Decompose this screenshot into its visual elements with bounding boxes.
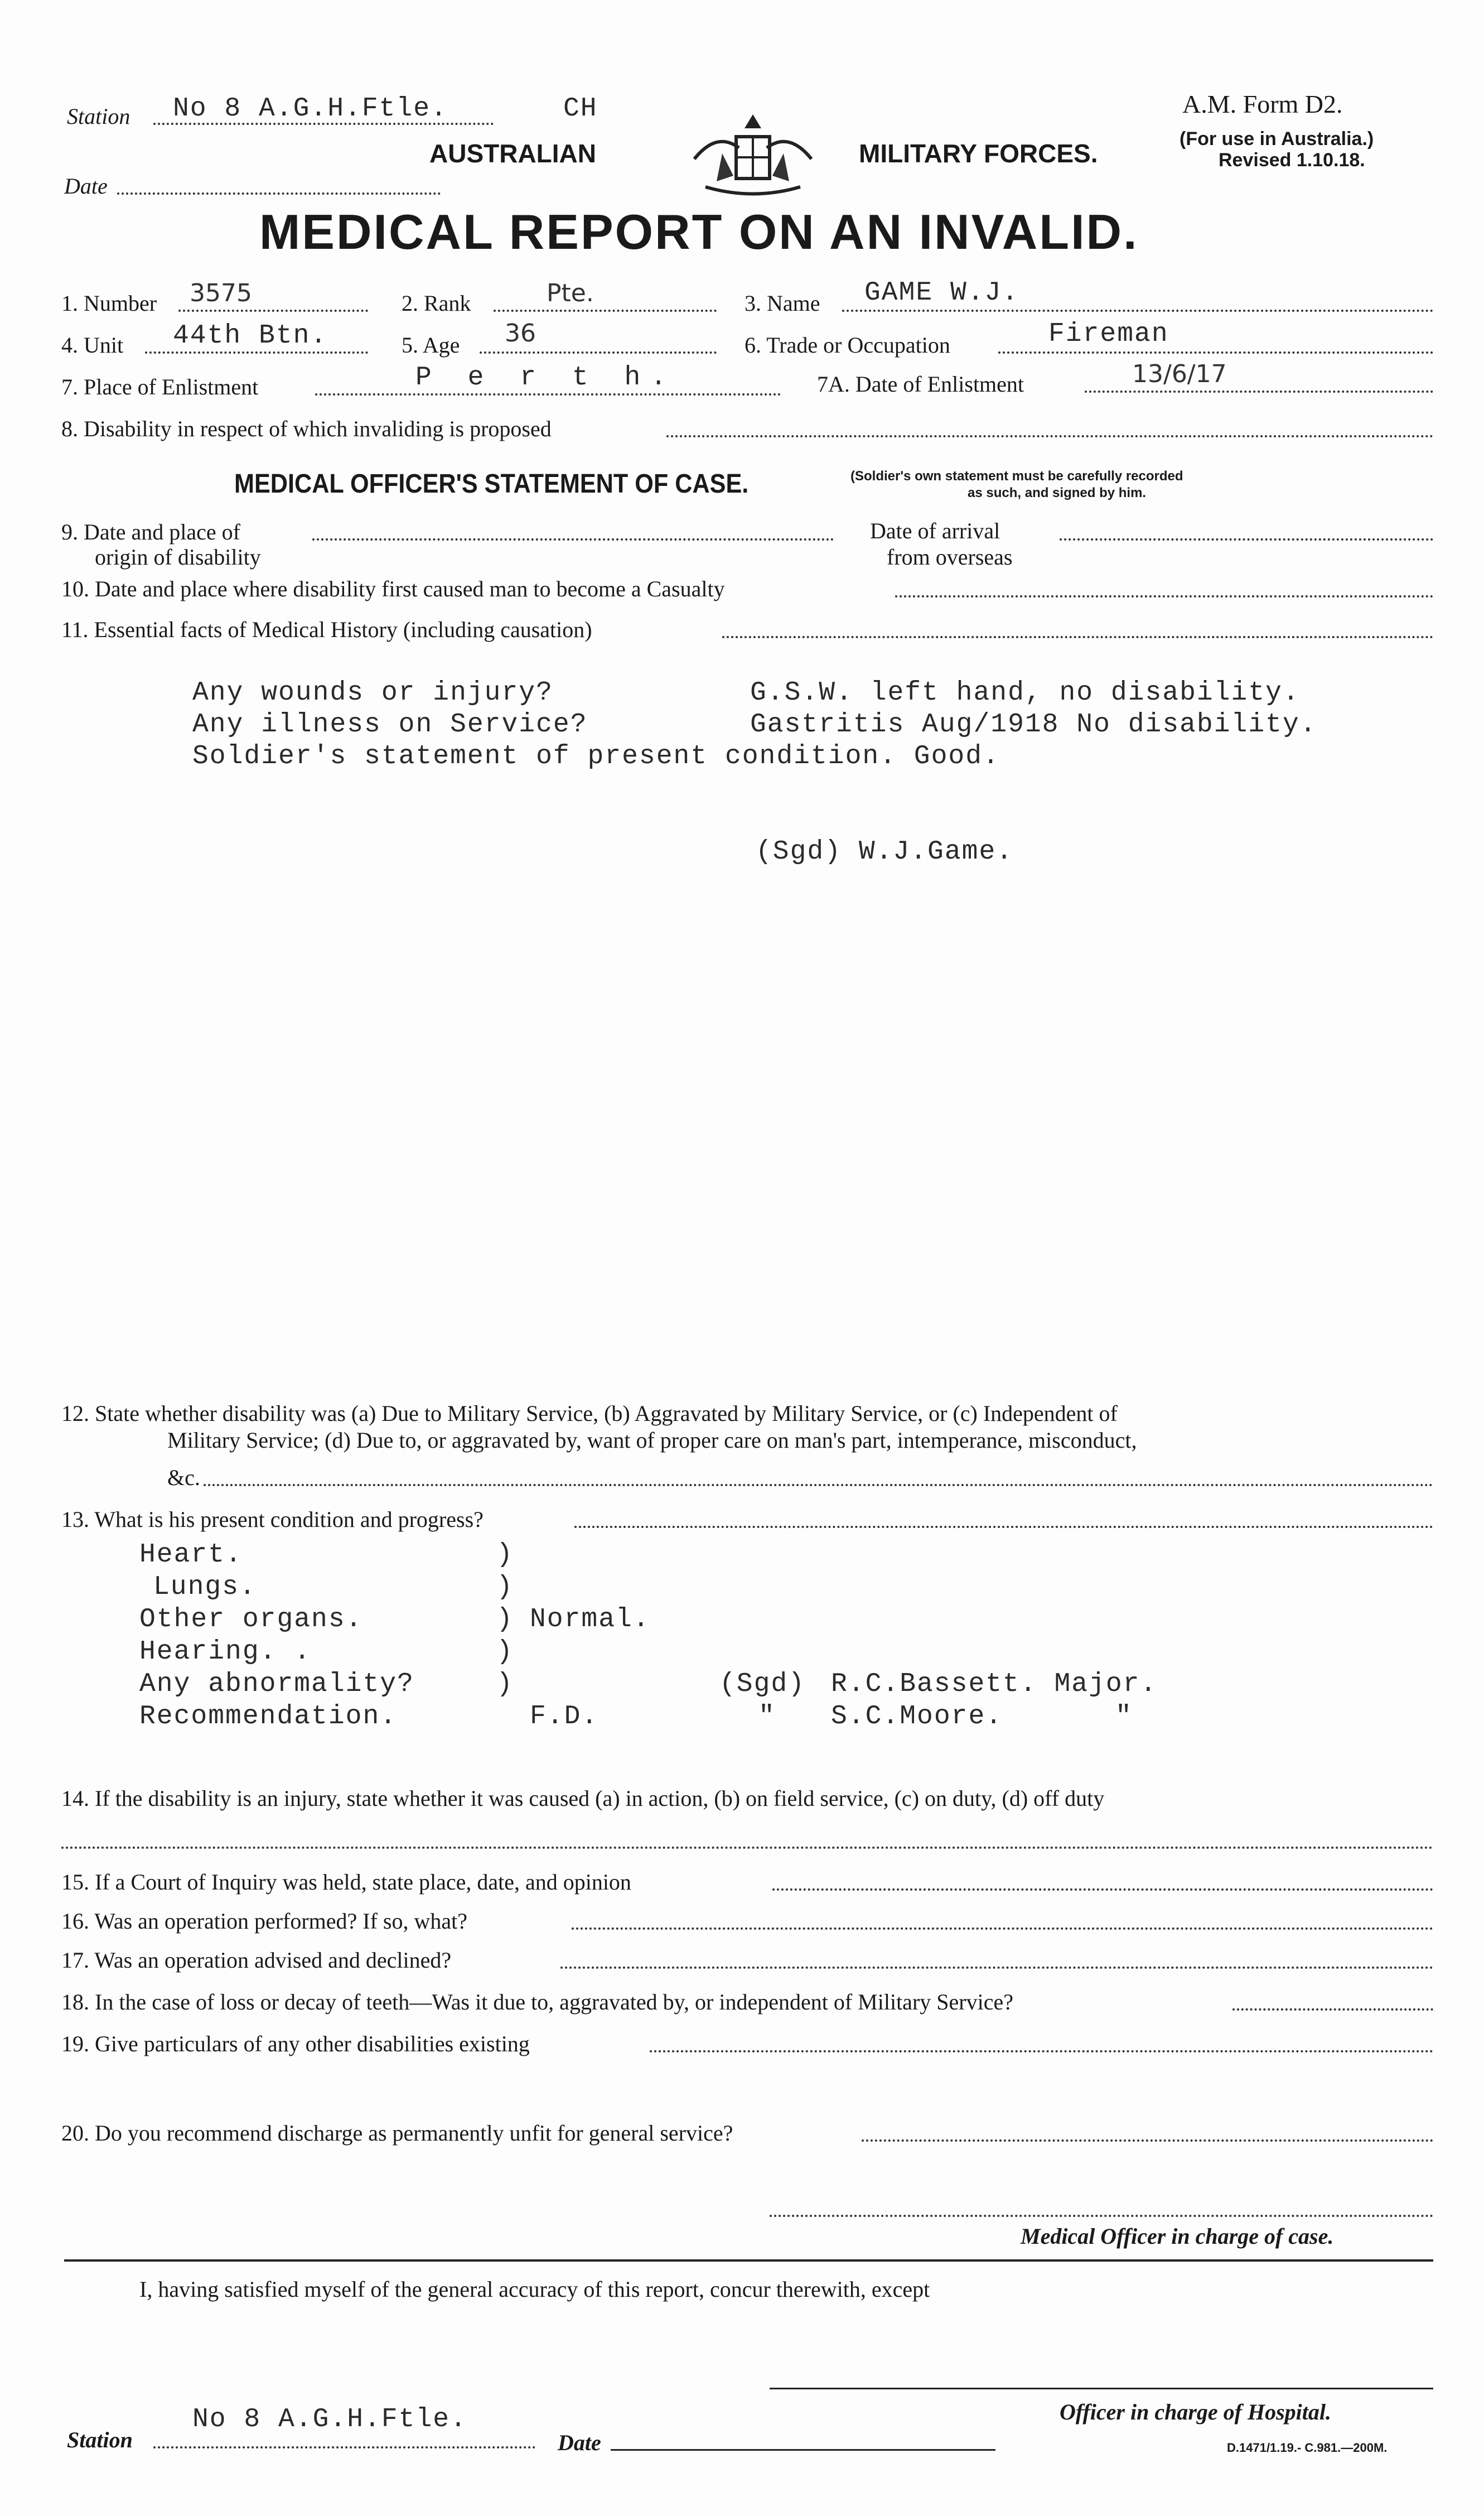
concur-statement: I, having satisfied myself of the general accuracy of this report, concur therewith, except (139, 2277, 930, 2302)
form-use-note: (For use in Australia.) (1180, 128, 1374, 150)
number-dotline (178, 310, 368, 312)
unit-label: 4. Unit (61, 332, 124, 358)
q13-item-heart: Heart. (139, 1540, 243, 1570)
q20-label: 20. Do you recommend discharge as permanently unfit for general service? (61, 2120, 733, 2146)
unit-value: 44th Btn. (173, 321, 328, 351)
date-label: Date (64, 173, 108, 199)
enlist-place-dotline (315, 393, 781, 396)
q20-dotline (862, 2139, 1433, 2142)
q10-dotline (895, 595, 1433, 597)
ohc-signature-caption: Officer in charge of Hospital. (1060, 2399, 1332, 2425)
q16-label: 16. Was an operation performed? If so, what? (61, 1908, 468, 1934)
form-revised: Revised 1.10.18. (1219, 150, 1365, 171)
name-label: 3. Name (745, 291, 820, 316)
footer-divider (64, 2259, 1433, 2262)
enlist-place-value: P e r t h. (415, 363, 677, 393)
q15-dotline (772, 1888, 1433, 1891)
q12-line2: Military Service; (d) Due to, or aggravated by, want of proper care on man's part, intemperance, misconduct, (167, 1428, 1137, 1453)
q11-dotline (722, 636, 1433, 638)
arrival-line1: Date of arrival (870, 518, 1000, 543)
history-a2: Gastritis Aug/1918 No disability. (750, 710, 1317, 740)
enlist-date-value: 13/6/17 (1132, 360, 1227, 388)
trade-label: 6. Trade or Occupation (745, 332, 950, 358)
q10-label: 10. Date and place where disability first caused man to become a Casualty (61, 576, 725, 601)
enlist-date-dotline (1085, 391, 1433, 393)
station-note: CH (563, 94, 598, 124)
q13-bracket: ) (496, 1572, 514, 1602)
history-line3: Soldier's statement of present condition. Good. (192, 741, 1000, 772)
q18-label: 18. In the case of loss or decay of teeth—Was it due to, aggravated by, or independent of Military Service? (61, 1989, 1013, 2014)
history-q2: Any illness on Service? (192, 710, 588, 740)
q13-bracket: ) (496, 1604, 514, 1635)
soldier-signature: (Sgd) W.J.Game. (756, 837, 1014, 867)
mo-signature-caption: Medical Officer in charge of case. (1021, 2224, 1334, 2249)
footer-station-dotline (153, 2446, 535, 2448)
q9-line2: origin of disability (95, 544, 261, 570)
q13-fd: F.D. (530, 1702, 599, 1732)
trade-dotline (998, 351, 1433, 354)
print-code: D.1471/1.19.- C.981.—200M. (1227, 2441, 1388, 2455)
name-value: GAME W.J. (864, 278, 1019, 308)
q13-bracket: ) (496, 1669, 514, 1699)
q15-label: 15. If a Court of Inquiry was held, state place, date, and opinion (61, 1869, 631, 1895)
history-a1: G.S.W. left hand, no disability. (750, 678, 1300, 708)
q13-item-lungs: Lungs. (153, 1572, 257, 1602)
q17-dotline (560, 1966, 1433, 1969)
q13-item-other-organs: Other organs. (139, 1604, 363, 1635)
q13-ditto: " (1115, 1702, 1133, 1732)
rank-label: 2. Rank (402, 291, 471, 316)
age-label: 5. Age (402, 332, 460, 358)
q13-ditto: " (758, 1702, 776, 1732)
ohc-signature-line (770, 2388, 1433, 2389)
station-value: No 8 A.G.H.Ftle. (173, 94, 448, 124)
q19-dotline (650, 2050, 1433, 2052)
footer-date-line (611, 2449, 995, 2451)
arrival-line2: from overseas (887, 544, 1013, 570)
number-label: 1. Number (61, 291, 157, 316)
number-value: 3575 (190, 279, 252, 307)
statement-heading: MEDICAL OFFICER'S STATEMENT OF CASE. (234, 469, 749, 499)
rank-value: Pte. (547, 279, 594, 307)
q18-dotline (1232, 2008, 1433, 2011)
q13-dotline (574, 1526, 1433, 1528)
q13-bracket: ) (496, 1540, 514, 1570)
enlist-place-label: 7. Place of Enlistment (61, 374, 259, 399)
q13-signer-bassett: R.C.Bassett. Major. (831, 1669, 1158, 1699)
disability-label: 8. Disability in respect of which invaliding is proposed (61, 416, 552, 441)
form-id: A.M. Form D2. (1182, 90, 1343, 118)
q13-item-recommendation: Recommendation. (139, 1702, 398, 1732)
age-value: 36 (505, 319, 536, 348)
q12-line3: &c. (167, 1465, 200, 1490)
footer-station-value: No 8 A.G.H.Ftle. (192, 2404, 467, 2435)
title-military-forces: MILITARY FORCES. (859, 139, 1098, 168)
q13-item-hearing: Hearing. . (139, 1637, 312, 1667)
page-title: MEDICAL REPORT ON AN INVALID. (259, 204, 1139, 259)
q9-line1: 9. Date and place of (61, 519, 240, 544)
q11-label: 11. Essential facts of Medical History (including causation) (61, 617, 592, 642)
statement-note-line1: (Soldier's own statement must be carefully recorded (850, 469, 1183, 484)
coat-of-arms-icon (683, 98, 823, 204)
q13-sgd: (Sgd) (719, 1669, 806, 1699)
arrival-dotline (1060, 538, 1433, 541)
q13-signer-moore: S.C.Moore. (831, 1702, 1003, 1732)
q13-bracket: ) (496, 1637, 514, 1667)
q9-dotline (312, 538, 834, 541)
q14-dotline (61, 1847, 1433, 1849)
q13-item-abnormality: Any abnormality? (139, 1669, 414, 1699)
name-dotline (842, 310, 1433, 312)
date-dotline (117, 192, 441, 195)
q13-normal: Normal. (530, 1604, 650, 1635)
q16-dotline (572, 1927, 1433, 1930)
q12-dotline (204, 1484, 1433, 1486)
enlist-date-label: 7A. Date of Enlistment (817, 372, 1024, 397)
q17-label: 17. Was an operation advised and declined? (61, 1948, 452, 1973)
disability-dotline (666, 435, 1433, 437)
q14-label: 14. If the disability is an injury, state whether it was caused (a) in action, (b) on field service, (c) on duty, (d) off duty (61, 1786, 1105, 1811)
q19-label: 19. Give particulars of any other disabilities existing (61, 2031, 530, 2056)
title-australian: AUSTRALIAN (429, 139, 596, 168)
history-q1: Any wounds or injury? (192, 678, 553, 708)
station-label: Station (67, 104, 130, 129)
rank-dotline (494, 310, 717, 312)
unit-dotline (145, 351, 368, 354)
footer-station-label: Station (67, 2427, 133, 2452)
q13-label: 13. What is his present condition and progress? (61, 1507, 484, 1532)
q12-line1: 12. State whether disability was (a) Due to Military Service, (b) Aggravated by Military Service, or (c) Independent of (61, 1401, 1118, 1426)
statement-note-line2: as such, and signed by him. (968, 485, 1147, 500)
trade-value: Fireman (1048, 319, 1169, 349)
footer-date-label: Date (558, 2430, 601, 2455)
mo-signature-line (770, 2215, 1433, 2217)
age-dotline (480, 351, 717, 354)
